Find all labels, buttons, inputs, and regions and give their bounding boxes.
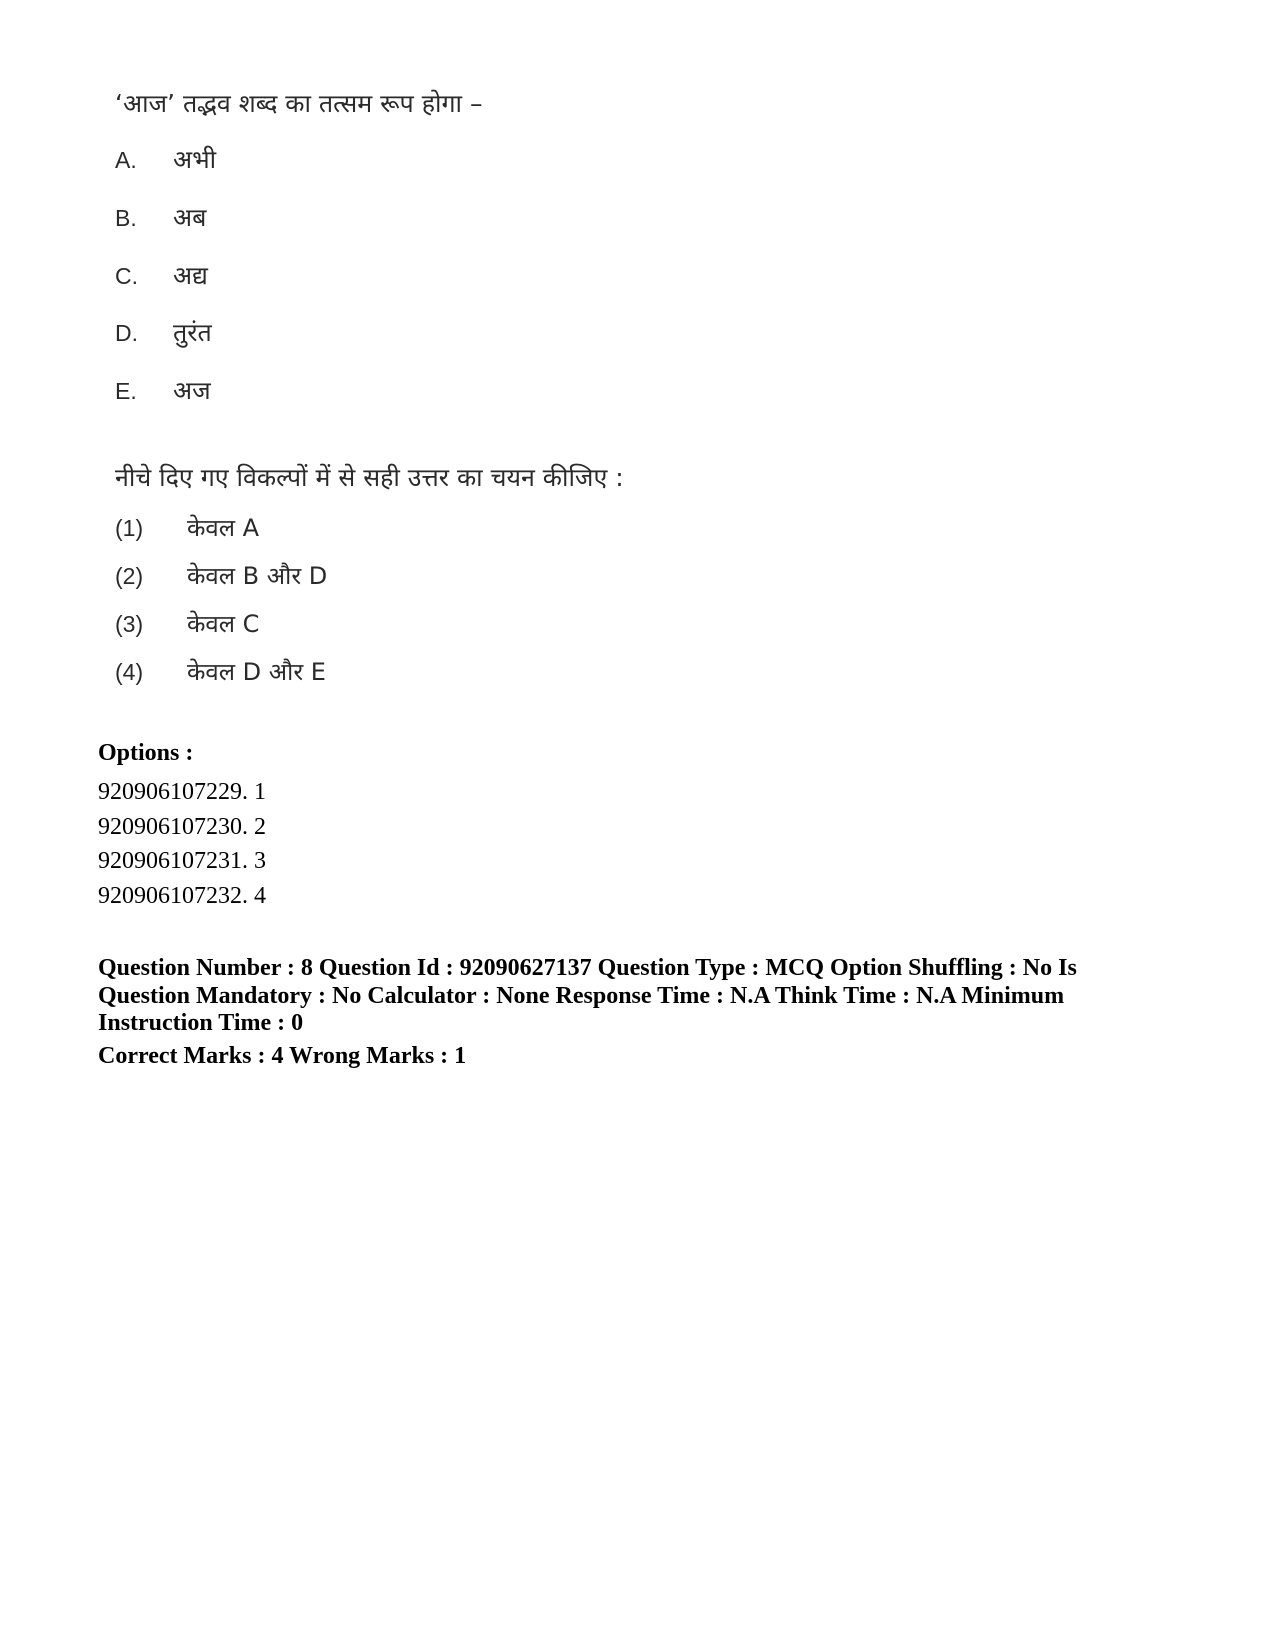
choice-e [115,371,211,411]
answer-text: केवल C [187,610,260,638]
choice-letter: A. [115,147,137,173]
choice-text: अज [173,376,211,405]
choice-text: तुरंत [173,318,212,347]
answer-text: केवल A [187,514,260,542]
answer-text: केवल D और E [187,658,326,686]
options-list [98,775,266,913]
option-item: 920906107229. 1 [98,779,266,805]
choice-b [115,198,206,238]
option-item: 920906107231. 3 [98,848,266,874]
answer-number: (3) [115,611,144,637]
choice-letter: B. [115,205,137,231]
answer-text: केवल B और D [187,562,328,590]
choice-letter: E. [115,378,137,404]
answer-4 [115,654,326,690]
marks-info: Correct Marks : 4 Wrong Marks : 1 [98,1043,467,1069]
answer-number: (4) [115,659,144,685]
options-heading: Options : [98,740,194,766]
answer-number: (1) [115,515,144,541]
choice-letter: D. [115,320,138,346]
question-text: ‘आज’ तद्भव शब्द का तत्सम रूप होगा – [115,89,483,118]
choice-letter: C. [115,263,138,289]
answer-2 [115,558,327,594]
choice-text: अब [173,203,207,232]
instruction-text: नीचे दिए गए विकल्पों में से सही उत्तर का चयन कीजिए : [115,463,624,492]
answer-1 [115,510,259,546]
choice-text: अद्य [173,261,208,290]
option-item: 920906107230. 2 [98,813,266,840]
choice-text: अभी [173,145,217,174]
choice-c [115,256,208,296]
option-item: 920906107232. 4 [98,882,266,909]
answer-3 [115,606,259,642]
question-meta: Question Number : 8 Question Id : 92090627137 Question Type : MCQ Option Shuffling : No Is Question Mandatory : No Calculator : None Response Time : N.A Think Time : N.A Minimum Instruction Time : 0 [98,955,1077,1036]
choice-a [115,140,216,180]
answer-number: (2) [115,563,144,589]
choice-d [115,313,212,353]
